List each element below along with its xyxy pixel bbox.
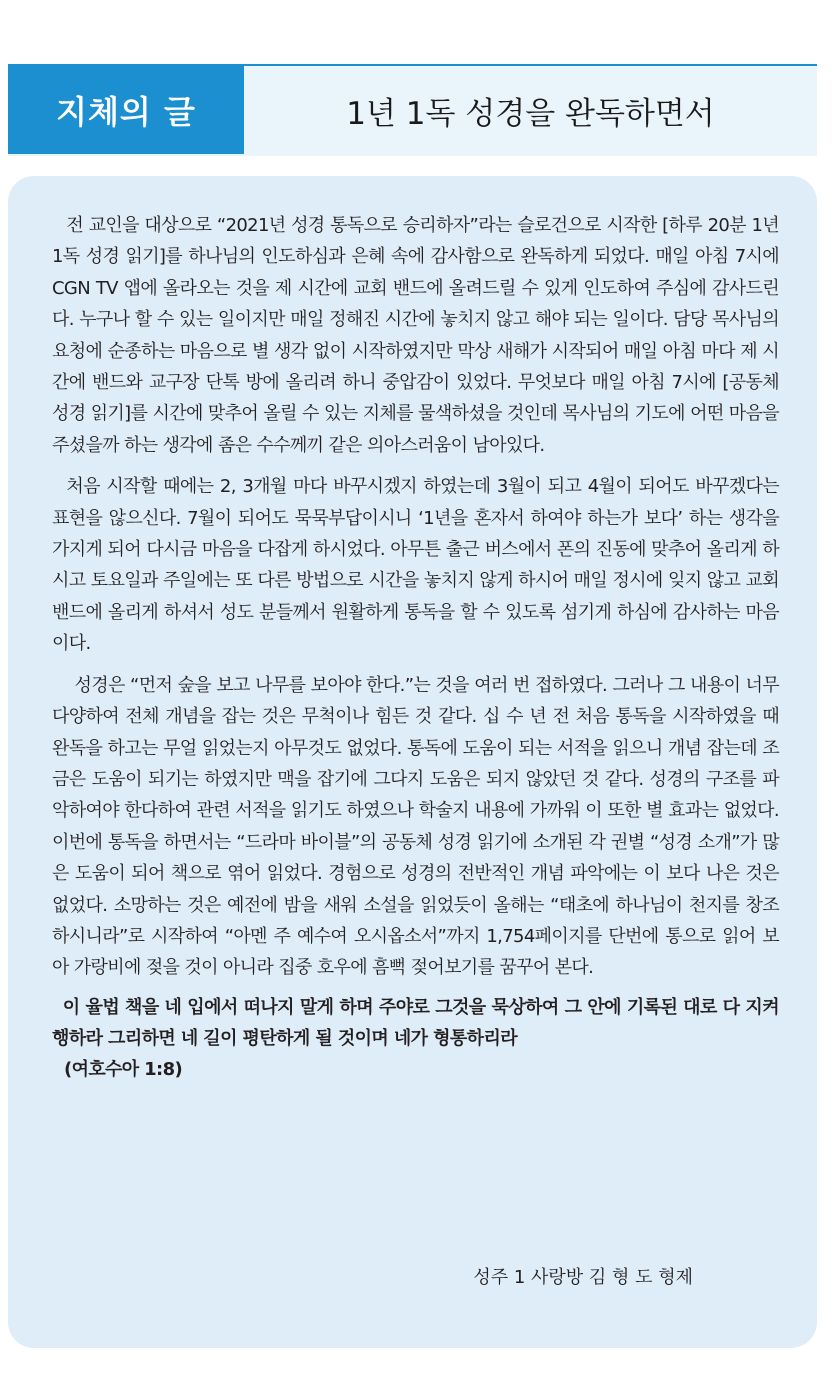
article-title: 1년 1독 성경을 완독하면서 <box>346 95 715 132</box>
paragraph-3: 성경은 “먼저 숲을 보고 나무를 보아야 한다.”는 것을 여러 번 접하였다. 그러나 그 내용이 너무 다양하여 전체 개념을 잡는 것은 무척이나 힘든 것 같다. 십 수 년 전 처음 통독을 시작하였을 때 완독을 하고는 무얼 읽었는지 아무것도 없었다. 통독에 도움이 되는 서적을 읽으니 개념 잡는데 조금은 도움이 되기는 하였지만 맥을 잡기에 그다지 도움은 되지 않았던 것 같다. 성경의 구조를 파악하여야 한다하여 관련 서적을 읽기도 하였으나 학술지 내용에 가까워 이 또한 별 효과는 없었다. 이번에 통독을 하면서는 “드라마 바이블”의 공동체 성경 읽기에 소개된 각 권별 “성경 소개”가 많은 도움이 되어 책으로 엮어 읽었다. 경험으로 성경의 전반적인 개념 파악에는 이 보다 나은 것은 없었다. 소망하는 것은 예전에 밤을 새워 소설을 읽었듯이 올해는 “태초에 하나님이 천지를 창조하시니라”로 시작하여 “아멘 주 예수여 오시옵소서”까지 1,754페이지를 단번에 통으로 읽어 보아 가랑비에 젖을 것이 아니라 집중 호우에 흠뻑 젖어보기를 꿈꾸어 본다. <box>52 674 779 979</box>
verse-reference: (여호수아 1:8) <box>64 1058 183 1080</box>
author-signature: 성주 1 사랑방 김 형 도 형제 <box>473 1267 693 1288</box>
paragraph-2: 처음 시작할 때에는 2, 3개월 마다 바꾸시겠지 하였는데 3월이 되고 4월이 되어도 바꾸겠다는 표현을 않으신다. 7월이 되어도 묵묵부답이시니 ‘1년을 혼자서 하여야 하는가 보다’ 하는 생각을 가지게 되어 다시금 마음을 다잡게 하시었다. 아무튼 출근 버스에서 폰의 진동에 맞추어 올리게 하시고 토요일과 주일에는 또 다른 방법으로 시간을 놓치지 않게 하시어 매일 정시에 잊지 않고 교회 밴드에 올리게 하셔서 성도 분들께서 원활하게 통독을 할 수 있도록 섬기게 하심에 감사하는 마음이다. <box>52 476 779 655</box>
article-header <box>8 64 817 156</box>
bible-verse: 이 율법 책을 네 입에서 떠나지 말게 하며 주야로 그것을 묵상하여 그 안에 기록된 대로 다 지켜 행하라 그리하면 네 길이 평탄하게 될 것이며 네가 형통하리라 <box>52 996 779 1049</box>
section-label: 지체의 글 <box>8 66 244 154</box>
paragraph-1: 전 교인을 대상으로 “2021년 성경 통독으로 승리하자”라는 슬로건으로 시작한 [하루 20분 1년 1독 성경 읽기]를 하나님의 인도하심과 은혜 속에 감사함으로 완독하게 되었다. 매일 아침 7시에 CGN TV 앱에 올라오는 것을 제 시간에 교회 밴드에 올려드릴 수 있게 인도하여 주심에 감사드린다. 누구나 할 수 있는 일이지만 매일 정해진 시간에 놓치지 않고 해야 되는 일이다. 담당 목사님의 요청에 순종하는 마음으로 별 생각 없이 시작하였지만 막상 새해가 시작되어 매일 아침 마다 제 시간에 밴드와 교구장 단톡 방에 올리려 하니 중압감이 있었다. 무엇보다 매일 아침 7시에 [공동체 성경 읽기]를 시간에 맞추어 올릴 수 있는 지체를 물색하셨을 것인데 목사님의 기도에 어떤 마음을 주셨을까 하는 생각에 좀은 수수께끼 같은 의아스러움이 남아있다. <box>52 215 779 456</box>
article-body <box>52 210 779 1085</box>
